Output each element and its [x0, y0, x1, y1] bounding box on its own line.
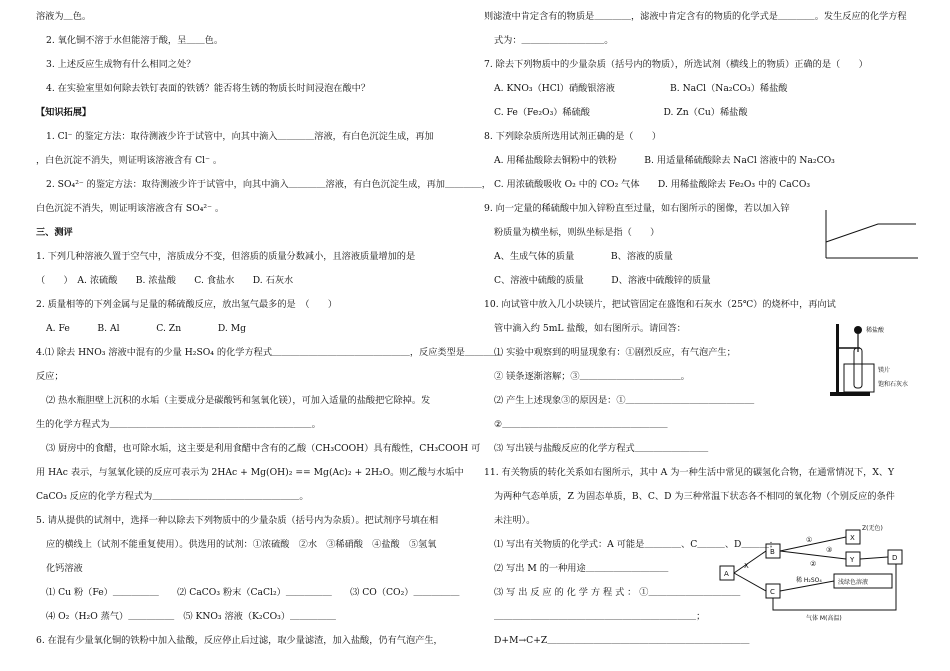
q4-part2-cont: 生的化学方程式为＿＿＿＿＿＿＿＿＿＿＿＿＿＿＿＿＿＿＿＿＿＿。	[36, 419, 321, 430]
box-y-label: Y	[850, 556, 855, 564]
q11-part2: ⑵ 写出 M 的一种用途＿＿＿＿＿＿＿＿＿	[494, 563, 669, 574]
q7-stem: 7. 除去下列物质中的少量杂质（括号内的物质），所选试剂（横线上的物质）正确的是（ ）	[484, 59, 868, 70]
arrow-m-label: 气体 M(高温)	[806, 615, 842, 622]
q2-options: A. Fe B. Al C. Zn D. Mg	[46, 323, 247, 334]
test-tube	[854, 348, 862, 388]
left-line-4: 4. 在实验室里如何除去铁钉表面的铁锈？能否将生锈的物质长时间浸泡在酸中？	[46, 83, 371, 94]
q5-stem-end: 化钙溶液	[46, 563, 83, 574]
q6-stem: 6. 在混有少量氧化铜的铁粉中加入盐酸，反应停止后过滤，取少量滤渣，加入盐酸，仍有气泡产生，	[36, 635, 443, 646]
arrow-h2so4-label: 稀 H₂SO₄	[796, 577, 822, 584]
dropper-bulb	[854, 326, 862, 334]
q9-options-cd: C、溶液中硫酸的质量 D、溶液中硫酸锌的质量	[494, 275, 711, 286]
left-line-7: ，白色沉淀不消失，则证明该溶液含有 Cl⁻ 。	[36, 155, 223, 166]
q11-stem-end: 未注明）。	[494, 515, 536, 526]
left-line-8: 2. SO₄²⁻ 的鉴定方法：取待测液少许于试管中，向其中滴入＿＿＿＿溶液，有白色沉淀生成，再加＿＿＿＿，	[46, 179, 491, 190]
q5-stem-cont: 应的横线上（试剂不能重复使用）。供选用的试剂：①浓硫酸 ②水 ③稀硝酸 ④盐酸 ⑤氢氧	[46, 539, 437, 550]
q8-stem: 8. 下列除杂质所选用试剂正确的是（ ）	[484, 131, 662, 142]
q10-part1: ⑴ 实验中观察到的明显现象有：①剧烈反应，有气泡产生；	[494, 347, 736, 358]
q4-part1-cont: 反应；	[36, 371, 64, 382]
q4-part3: ⑶ 厨房中的食醋，也可除水垢，这主要是利用食醋中含有的乙酸（CH₃COOH）具有酸性，CH₃COOH 可	[46, 443, 481, 454]
box-a-label: A	[724, 570, 729, 578]
q1-options: （ ） A. 浓硫酸 B. 浓盐酸 C. 食盐水 D. 石灰水	[36, 275, 294, 286]
q4-part3-end: CaCO₃ 反应的化学方程式为＿＿＿＿＿＿＿＿＿＿＿＿＿＿＿＿。	[36, 491, 309, 502]
label-limewater: 饱和石灰水	[878, 381, 909, 388]
q9-stem: 9. 向一定量的稀硫酸中加入锌粉直至过量，如右图所示的图像，若以加入锌	[484, 203, 790, 214]
q7-options-cd: C. Fe（Fe₂O₃）稀硫酸 D. Zn（Cu）稀盐酸	[494, 107, 748, 118]
left-line-1: 溶液为＿色。	[36, 11, 92, 22]
label-hcl: 稀盐酸	[866, 327, 885, 334]
q10-stem-cont: 管中滴入约 5mL 盐酸，如右图所示。请回答：	[494, 323, 686, 334]
q9-graph	[818, 206, 926, 266]
q9-stem-cont: 粉质量为横坐标，则纵坐标是指（ ）	[494, 227, 660, 238]
q11-stem: 11. 有关物质的转化关系如右图所示，其中 A 为一种生活中常见的碳氢化合物，在通常情况下，X、Y	[484, 467, 895, 478]
arrow-b-x	[780, 537, 846, 551]
q11-part3-cont: ＿＿＿＿＿＿＿＿＿＿＿＿＿＿＿＿＿＿＿＿＿＿；	[494, 611, 706, 622]
arrow-x-label: X	[744, 562, 749, 570]
left-line-6: 1. Cl⁻ 的鉴定方法：取待测液少许于试管中，向其中滴入＿＿＿＿溶液，有白色沉淀生成，再加	[46, 131, 434, 142]
q10-part2-cont: ②＿＿＿＿＿＿＿＿＿＿＿＿＿＿＿＿＿＿	[494, 419, 668, 430]
left-line-9: 白色沉淀不消失，则证明该溶液含有 SO₄²⁻ 。	[36, 203, 225, 214]
stand-rod	[836, 324, 839, 392]
arrow-a-b	[734, 551, 766, 573]
q6-cont: 则滤渣中肯定含有的物质是＿＿＿＿，滤液中肯定含有的物质的化学式是＿＿＿＿。发生反应的化学方程	[484, 11, 907, 22]
q11-part3-end: D+M→C+Z＿＿＿＿＿＿＿＿＿＿＿＿＿＿＿＿＿＿＿＿＿＿	[494, 635, 750, 646]
q1-stem: 1. 下列几种溶液久置于空气中，溶质成分不变，但溶质的质量分数减小，且溶液质量增加的是	[36, 251, 416, 262]
q4-part2: ⑵ 热水瓶胆壁上沉积的水垢（主要成分是碳酸钙和氢氧化镁），可加入适量的盐酸把它除掉。发	[46, 395, 431, 406]
left-line-2: 2. 氧化铜不溶于水但能溶于酸，呈＿＿色。	[46, 35, 224, 46]
q11-stem-cont: 为两种气态单质，Z 为固态单质，B、C、D 为三种常温下状态各不相同的氧化物（个别反应的条件	[494, 491, 895, 502]
arrow-z-label: Z(无色)	[862, 525, 883, 532]
arrow-a-c	[734, 573, 766, 591]
q2-stem: 2. 质量相等的下列金属与足量的稀硫酸反应，放出氢气最多的是 （ ）	[36, 299, 338, 310]
q9-graph-curve	[826, 224, 916, 242]
section-heading-test: 三、测评	[36, 227, 73, 238]
q6-end: 式为：＿＿＿＿＿＿＿＿＿。	[494, 35, 614, 46]
q10-stem: 10. 向试管中放入几小块镁片，把试管固定在盛饱和石灰水（25℃）的烧杯中，再向试	[484, 299, 836, 310]
box-d-label: D	[892, 554, 898, 562]
q8-options-cd: C. 用浓硫酸吸收 O₂ 中的 CO₂ 气体 D. 用稀盐酸除去 Fe₂O₃ 中的 CaCO₃	[494, 179, 811, 190]
q5-stem: 5. 请从提供的试剂中，选择一种以除去下列物质中的少量杂质（括号内为杂质）。把试剂序号填在相	[36, 515, 439, 526]
q4-part3-cont: 用 HAc 表示，与氢氧化镁的反应可表示为 2HAc + Mg(OH)₂ == Mg(Ac)₂ + 2H₂O。则乙酸与水垢中	[36, 467, 464, 478]
q10-part3: ⑶ 写出镁与盐酸反应的化学方程式＿＿＿＿＿＿＿＿	[494, 443, 709, 454]
q5-items-2: ⑷ O₂（H₂O 蒸气）＿＿＿＿＿ ⑸ KNO₃ 溶液（K₂CO₃）＿＿＿＿＿	[46, 611, 336, 622]
arrow-y-d	[860, 557, 888, 559]
q4-part1: 4.⑴ 除去 HNO₃ 溶液中混有的少量 H₂SO₄ 的化学方程式＿＿＿＿＿＿＿＿＿＿＿＿＿＿＿，反应类型是＿＿＿＿	[36, 347, 502, 358]
q10-part2: ⑵ 产生上述现象③的原因是：①＿＿＿＿＿＿＿＿＿＿＿＿＿＿	[494, 395, 755, 406]
knowledge-heading: 【知识拓展】	[36, 107, 92, 118]
q7-options-ab: A. KNO₃（HCl）硝酸银溶液 B. NaCl（Na₂CO₃）稀盐酸	[494, 83, 788, 94]
stand-base	[830, 392, 870, 396]
q10-apparatus	[826, 318, 921, 400]
q8-options-ab: A. 用稀盐酸除去铜粉中的铁粉 B. 用适量稀硫酸除去 NaCl 溶液中的 Na₂CO₃	[494, 155, 835, 166]
q11-part1: ⑴ 写出有关物质的化学式：A 可能是＿＿＿＿、C＿＿＿、D＿＿＿；	[494, 539, 779, 550]
box-b-label: B	[770, 548, 775, 556]
q11-flow-diagram	[716, 522, 916, 650]
left-line-3: 3. 上述反应生成物有什么相同之处？	[46, 59, 196, 70]
label-mg: 镁片	[878, 367, 891, 374]
arrow-1-label: ①	[806, 536, 813, 544]
q10-part1-cont: ② 镁条逐渐溶解；③＿＿＿＿＿＿＿＿＿＿＿。	[494, 371, 690, 382]
q5-items-1: ⑴ Cu 粉（Fe）＿＿＿＿＿ ⑵ CaCO₃ 粉末（CaCl₂）＿＿＿＿＿ ⑶ CO（CO₂）＿＿＿＿＿	[46, 587, 460, 598]
box-x-label: X	[850, 534, 855, 542]
box-c-label: C	[770, 588, 775, 596]
arrow-2-label: ②	[810, 560, 817, 568]
q9-options-ab: A、生成气体的质量 B、溶液的质量	[494, 251, 673, 262]
arrow-b-y	[780, 551, 846, 559]
q11-part3: ⑶ 写 出 反 应 的 化 学 方 程 式 ： ①＿＿＿＿＿＿＿＿＿＿	[494, 587, 741, 598]
arrow-3-label: ③	[826, 546, 833, 554]
box-solution-label: 浅绿色溶液	[838, 579, 869, 586]
